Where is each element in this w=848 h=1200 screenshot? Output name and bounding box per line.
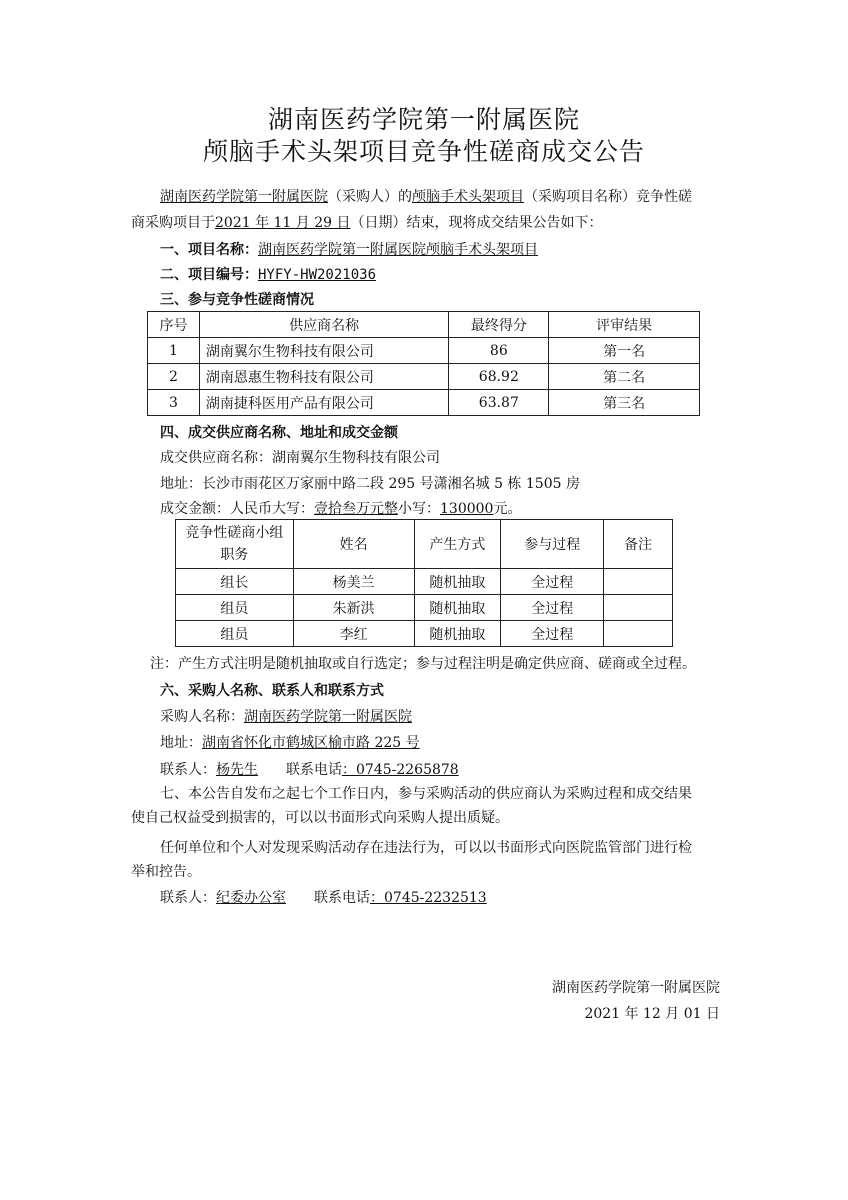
winning-amount — [160, 499, 521, 519]
table-header: 姓名 — [293, 520, 414, 569]
cell-role: 组员 — [176, 595, 294, 621]
table-header: 序号 — [148, 312, 200, 338]
signature-date: 2021 年 12 月 01 日 — [584, 1006, 720, 1022]
address-value: 湖南省怀化市鹤城区榆市路 225 号 — [202, 735, 420, 751]
section1-value: 湖南医药学院第一附属医院颅脑手术头架项目 — [258, 242, 538, 258]
intro-line-2 — [131, 213, 603, 233]
table-row — [176, 595, 673, 621]
section8-line-2: 举和控告。 — [131, 864, 201, 880]
table-row — [148, 390, 700, 416]
table-header: 竞争性磋商小组职务 — [176, 520, 294, 569]
table-header-row — [148, 312, 700, 338]
section3-heading: 三、参与竞争性磋商情况 — [160, 292, 314, 308]
supervision-contact — [160, 888, 487, 908]
table-row — [148, 338, 700, 364]
signature-org: 湖南医药学院第一附属医院 — [552, 980, 720, 996]
amount-mid: 小写： — [398, 501, 440, 517]
purchaser-name — [160, 707, 412, 727]
intro-line2-prefix: 商采购项目于 — [131, 215, 215, 231]
winning-address: 地址：长沙市雨花区万家丽中路二段 295 号潇湘名城 5 栋 1505 房 — [160, 476, 580, 492]
section2-label: 二、项目编号： — [160, 267, 258, 283]
cell-role: 组长 — [176, 569, 294, 595]
phone-value: ：0745-2265878 — [342, 762, 459, 778]
amount-lower: 130000 — [440, 501, 494, 517]
table-header: 供应商名称 — [199, 312, 449, 338]
cell-process: 全过程 — [501, 595, 604, 621]
cell-name: 杨美兰 — [293, 569, 414, 595]
table-header: 评审结果 — [549, 312, 700, 338]
amount-prefix: 成交金额：人民币大写： — [160, 501, 314, 517]
intro-date: 2021 年 11 月 29 日 — [215, 215, 351, 231]
cell-note — [604, 569, 673, 595]
cell-supplier: 湖南恩惠生物科技有限公司 — [199, 364, 449, 390]
cell-result: 第二名 — [549, 364, 700, 390]
cell-score: 68.92 — [449, 364, 549, 390]
table-header-row — [176, 520, 673, 569]
intro-purchaser: 湖南医药学院第一附属医院 — [160, 189, 328, 205]
section6-heading: 六、采购人名称、联系人和联系方式 — [160, 683, 384, 699]
table-note: 注：产生方式注明是随机抽取或自行选定；参与过程注明是确定供应商、磋商或全过程。 — [150, 656, 696, 672]
contact-label: 联系人： — [160, 762, 216, 778]
committee-table — [175, 519, 673, 647]
cell-score: 86 — [449, 338, 549, 364]
section4-heading: 四、成交供应商名称、地址和成交金额 — [160, 425, 398, 441]
amount-suffix: 元。 — [493, 501, 522, 517]
cell-no: 1 — [148, 338, 200, 364]
amount-upper: 壹拾叁万元整 — [314, 501, 398, 517]
page-title: 湖南医药学院第一附属医院 — [267, 105, 580, 134]
table-row — [148, 364, 700, 390]
cell-note — [604, 621, 673, 647]
phone-label: 联系电话 — [314, 890, 370, 906]
intro-purchaser-note: （采购人）的 — [328, 189, 412, 205]
intro-project-note: （采购项目名称）竞争性磋 — [524, 189, 692, 205]
intro-project: 颅脑手术头架项目 — [412, 189, 524, 205]
winning-supplier: 成交供应商名称：湖南翼尔生物科技有限公司 — [160, 450, 440, 466]
cell-no: 2 — [148, 364, 200, 390]
section8-line-1: 任何单位和个人对发现采购活动存在违法行为，可以以书面形式向医院监管部门进行检 — [160, 840, 692, 856]
intro-line2-suffix: （日期）结束，现将成交结果公告如下： — [350, 215, 603, 231]
cell-process: 全过程 — [501, 621, 604, 647]
section2-value: HYFY-HW2021036 — [258, 267, 377, 283]
table-row — [176, 569, 673, 595]
table-row — [176, 621, 673, 647]
cell-role: 组员 — [176, 621, 294, 647]
page-subtitle: 颅脑手术头架项目竞争性磋商成交公告 — [202, 137, 645, 166]
phone-value: ：0745-2232513 — [370, 890, 487, 906]
contact-value: 纪委办公室 — [216, 890, 286, 906]
section1-label: 一、项目名称： — [160, 242, 258, 258]
contact-value: 杨先生 — [216, 762, 258, 778]
table-header: 产生方式 — [414, 520, 501, 569]
intro-line-1 — [160, 187, 692, 207]
cell-name: 李红 — [293, 621, 414, 647]
cell-supplier: 湖南翼尔生物科技有限公司 — [199, 338, 449, 364]
table-header: 备注 — [604, 520, 673, 569]
table-header: 最终得分 — [449, 312, 549, 338]
phone-label: 联系电话 — [286, 762, 342, 778]
cell-note — [604, 595, 673, 621]
address-label: 地址： — [160, 735, 202, 751]
cell-method: 随机抽取 — [414, 595, 501, 621]
purchaser-address — [160, 733, 420, 753]
cell-process: 全过程 — [501, 569, 604, 595]
cell-method: 随机抽取 — [414, 569, 501, 595]
suppliers-table — [147, 311, 700, 416]
contact-label: 联系人： — [160, 890, 216, 906]
purchaser-value: 湖南医药学院第一附属医院 — [244, 709, 412, 725]
section-project-number — [160, 265, 376, 285]
cell-supplier: 湖南捷科医用产品有限公司 — [199, 390, 449, 416]
cell-method: 随机抽取 — [414, 621, 501, 647]
purchaser-label: 采购人名称： — [160, 709, 244, 725]
cell-result: 第一名 — [549, 338, 700, 364]
purchaser-contact — [160, 760, 459, 780]
section-project-name — [160, 240, 538, 260]
section7-line-1: 七、本公告自发布之起七个工作日内，参与采购活动的供应商认为采购过程和成交结果 — [160, 786, 692, 802]
cell-name: 朱新洪 — [293, 595, 414, 621]
cell-result: 第三名 — [549, 390, 700, 416]
section7-line-2: 使自己权益受到损害的，可以以书面形式向采购人提出质疑。 — [131, 810, 509, 826]
cell-no: 3 — [148, 390, 200, 416]
table-header: 参与过程 — [501, 520, 604, 569]
cell-score: 63.87 — [449, 390, 549, 416]
